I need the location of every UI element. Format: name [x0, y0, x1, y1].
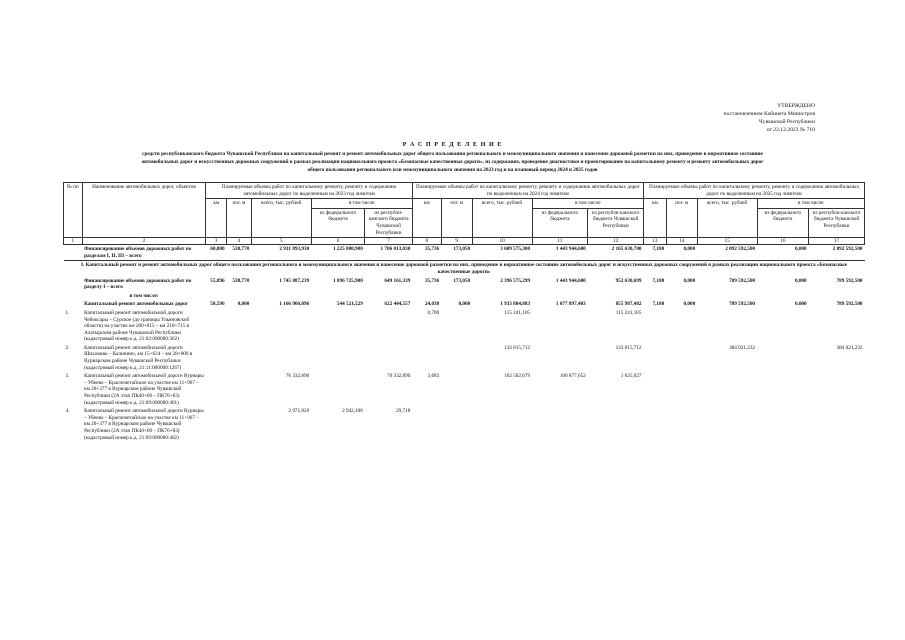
header-republic: из республи-канского бюджета Чувашской Республики [809, 208, 865, 237]
subtitle-line: автомобильных дорог и искусственных дорожных сооружений в рамках реализации национального проекта «Безопасные качественные дороги», из содержание, проведение диагностики и проектирование по капитальному ремонту и ремонту автомобильных дорог [141, 159, 764, 165]
value-cell: 1 077 897,403 [555, 301, 586, 308]
value-cell [666, 372, 697, 407]
column-number: 13 [644, 238, 667, 245]
value-cell [206, 407, 227, 442]
value-cell: 173,050 [453, 277, 471, 284]
value-cell: 789 592,500 [729, 277, 756, 284]
value-cell [441, 407, 472, 442]
document-subtitle [60, 150, 845, 174]
header-km: км [644, 199, 667, 238]
value-cell: 649 161,339 [384, 277, 411, 284]
value-cell: 115 241,105 [615, 309, 642, 316]
value-cell [227, 309, 252, 344]
column-number: 6 [311, 238, 365, 245]
value-cell: 622 444,557 [384, 301, 411, 308]
value-cell: 789 592,500 [836, 301, 863, 308]
value-cell [441, 344, 472, 372]
value-cell: 0,000 [458, 301, 471, 308]
value-cell: 0,000 [794, 301, 807, 308]
section-header-row [64, 261, 865, 277]
column-number: 15 [697, 238, 757, 245]
value-cell: 2 165 630,700 [611, 246, 642, 253]
value-cell: 7,180 [652, 277, 665, 284]
value-cell [206, 372, 227, 407]
value-cell: 173,050 [453, 246, 471, 253]
document-title: Р А С П Р Е Д Е Л Е Н И Е [402, 141, 503, 148]
value-cell: 133 815,712 [615, 344, 642, 351]
header-km: км [412, 199, 441, 238]
header-federal: из федерального бюджета [311, 208, 365, 237]
value-cell: 0,000 [794, 246, 807, 253]
header-2023: Планируемые объемы работ по капитальному ремонту, ремонту и содержанию автомобильных дорог по выделенным на 2023 год лимитам [206, 183, 412, 199]
value-cell [365, 309, 413, 344]
column-numbers-row [64, 238, 865, 245]
value-cell: 3 609 575,300 [500, 246, 531, 253]
value-cell [757, 407, 809, 442]
row-number: 2. [65, 344, 70, 351]
value-cell: 1 166 966,096 [279, 301, 310, 308]
column-number: 4 [227, 238, 252, 245]
value-cell [757, 372, 809, 407]
header-total: всего, тыс. рублей [251, 199, 311, 238]
value-cell [757, 309, 809, 344]
incl-label: в том числе: [129, 292, 159, 299]
row-object-name: Капитальный ремонт автомобильной дороги Шихазаны – Калинино, км 15+624 – км 28+000 в Вурнарском районе Чувашской Республики (кадастровый номер к.д. 21:11:000000:1267) [84, 344, 193, 371]
value-cell: 29,718 [396, 408, 411, 415]
column-number: 5 [251, 238, 311, 245]
section-title: I. Капитальный ремонт и ремонт автомобильных дорог общего пользования регионального и межмуниципального значения и нанесение дорожной разметки на них, приведение в нормативное состояние автомобильных дорог и искусственных дорожных сооружений в рамках реализации национального проекта «Безопасные качественные дороги» [64, 261, 865, 277]
header-pog-m: пог. м [227, 199, 252, 238]
value-cell: 1 225 880,900 [333, 246, 363, 253]
column-number: 8 [412, 238, 441, 245]
value-cell [666, 407, 697, 442]
section-total-row [64, 277, 865, 292]
column-number: 2 [82, 238, 206, 245]
value-cell: 160 877,652 [559, 373, 586, 380]
incl-row [64, 292, 865, 301]
column-number: 10 [472, 238, 532, 245]
value-cell [666, 344, 697, 372]
header-name: Наименование автомобильных дорог, объектов [82, 183, 206, 238]
approval-line: УТВЕРЖДЕНО [777, 103, 815, 109]
column-number: 17 [809, 238, 865, 245]
value-cell: 162 502,679 [504, 373, 531, 380]
value-cell [251, 344, 311, 372]
approval-line: Чувашской Республики [759, 119, 815, 125]
value-cell [644, 344, 667, 372]
value-cell [666, 309, 697, 344]
table-row [64, 309, 865, 344]
value-cell: 115 241,105 [504, 309, 531, 316]
value-cell [227, 407, 252, 442]
header-federal: из федерального бюджета [532, 208, 588, 237]
value-cell: 855 987,482 [615, 301, 642, 308]
header-2025: Планируемые объемы работ по капитальному ремонту, ремонту и содержанию автомобильных дорог по выделенным на 2025 год лимитам [644, 183, 865, 199]
value-cell: 0,000 [683, 277, 696, 284]
value-cell: 538,770 [232, 246, 250, 253]
value-cell: 7,180 [652, 246, 665, 253]
value-cell [588, 407, 644, 442]
value-cell [472, 407, 532, 442]
value-cell: 1 745 887,239 [279, 277, 310, 284]
value-cell: 0,000 [683, 301, 696, 308]
value-cell [644, 372, 667, 407]
header-incl: в том числе [532, 199, 643, 209]
header-km: км [206, 199, 227, 238]
value-cell [412, 344, 441, 372]
value-cell: 952 630,699 [615, 277, 642, 284]
column-number: 12 [588, 238, 644, 245]
table-row [64, 344, 865, 372]
value-cell [227, 344, 252, 372]
value-cell: 2 971,826 [288, 408, 310, 415]
value-cell: 2 931 893,930 [279, 246, 310, 253]
table-body [64, 245, 865, 443]
capital-label: Капитальный ремонт автомобильных дорог [84, 301, 189, 308]
header-republic: из республи-канского бюджета Чувашской Республики [365, 208, 413, 237]
value-cell [644, 407, 667, 442]
value-cell: 2 092 592,500 [832, 246, 863, 253]
distribution-table [63, 182, 865, 442]
value-cell: 60,080 [210, 246, 225, 253]
value-cell: 2 092 592,500 [725, 246, 756, 253]
header-pog-m: пог. м [441, 199, 472, 238]
value-cell [532, 309, 588, 344]
value-cell: 35,736 [424, 246, 440, 253]
value-cell [644, 309, 667, 344]
value-cell [441, 372, 472, 407]
value-cell [809, 407, 865, 442]
table-row [64, 372, 865, 407]
value-cell [757, 344, 809, 372]
value-cell: 384 021,232 [836, 344, 863, 351]
value-cell: 789 592,500 [729, 301, 756, 308]
totals-label: Финансирование объемов дорожных работ по разделам I, II, III – всего [84, 246, 192, 259]
value-cell: 133 815,712 [504, 344, 531, 351]
value-cell [311, 309, 365, 344]
approval-line: от 22.12.2023 № 710 [766, 127, 815, 133]
value-cell: 1 933 884,883 [500, 301, 531, 308]
value-cell [206, 309, 227, 344]
row-object-name: Капитальный ремонт автомобильной дороги Вурнары – Убеево – Красночетайское на участке км 11+967 – км 20+377 в Вурнарском районе Чувашской Республики (2А этап ПК40+00 – ПК76+83) (кадастровый номер к.д. 21:09:000000:402) [84, 408, 204, 441]
value-cell: 76 332,890 [285, 373, 310, 380]
row-object-name: Капитальный ремонт автомобильной дороги Вурнары – Убеево – Красночетайское на участке км 11+967 – км 20+377 в Вурнарском районе Чувашской Республики (2А этап ПК40+00 – ПК76+83) (кадастровый номер к.д. 21:09:000000:401) [84, 373, 204, 406]
value-cell: 1 443 944,600 [555, 277, 586, 284]
value-cell: 0,000 [794, 277, 807, 284]
table-row [64, 407, 865, 442]
row-number: 3. [65, 373, 70, 380]
value-cell [532, 407, 588, 442]
value-cell [227, 372, 252, 407]
value-cell [697, 407, 757, 442]
header-republic: из республи-канского бюджета Чувашской Республики [588, 208, 644, 237]
capital-row [64, 300, 865, 309]
value-cell: 7,180 [652, 301, 665, 308]
subtitle-line: общего пользования регионального или межмуниципального значения на 2023 год и на плановый период 2024 и 2025 годов [307, 167, 598, 173]
value-cell: 384 021,232 [729, 344, 756, 351]
header-federal: из федерального бюджета [757, 208, 809, 237]
column-number: 1 [64, 238, 83, 245]
value-cell: 0,000 [237, 301, 250, 308]
value-cell [441, 309, 472, 344]
column-number: 3 [206, 238, 227, 245]
value-cell [697, 372, 757, 407]
value-cell [206, 344, 227, 372]
value-cell [532, 344, 588, 372]
header-pog-m: пог. м [666, 199, 697, 238]
value-cell: 35,736 [424, 277, 440, 284]
header-num: № пп [64, 183, 83, 238]
value-cell: 24,038 [424, 301, 440, 308]
header-total: всего, тыс. рублей [697, 199, 757, 238]
value-cell: 1 706 013,030 [380, 246, 411, 253]
value-cell: 2 396 575,299 [500, 277, 531, 284]
column-number: 7 [365, 238, 413, 245]
value-cell: 55,896 [210, 277, 225, 284]
value-cell: 789 592,500 [836, 277, 863, 284]
value-cell [809, 372, 865, 407]
row-number: 1. [65, 309, 70, 316]
header-incl: в том числе [311, 199, 412, 209]
row-number: 4. [65, 408, 70, 415]
header-2024: Планируемые объемы работ по капитальному ремонту, ремонту и содержанию автомобильных дорог по выделенным на 2024 год лимитам [412, 183, 643, 199]
value-cell: 1 096 725,900 [333, 277, 363, 284]
column-number: 14 [666, 238, 697, 245]
approval-line: постановлением Кабинета Министров [723, 111, 815, 117]
value-cell [809, 309, 865, 344]
value-cell: 1 625,027 [620, 373, 642, 380]
value-cell [412, 407, 441, 442]
value-cell [697, 309, 757, 344]
value-cell: 76 332,890 [386, 373, 411, 380]
value-cell [251, 309, 311, 344]
value-cell: 544 521,529 [336, 301, 363, 308]
section-total-label: Финансирование объемов дорожных работ по разделу I – всего [84, 277, 192, 291]
value-cell: 1 443 944,600 [555, 246, 586, 253]
header-incl: в том числе [757, 199, 864, 209]
value-cell [365, 344, 413, 372]
value-cell: 2 942,108 [342, 408, 363, 415]
column-number: 11 [532, 238, 588, 245]
row-object-name: Капитальный ремонт автомобильной дороги Чебоксары – Сурское (до границы Ульяновской области) на участке км 200+015 – км 210+715 в Алатырском районе Чувашской Республики (кадастровый номер к.д. 21:02:000000:362) [84, 309, 190, 343]
value-cell [311, 344, 365, 372]
approval-stamp [675, 102, 815, 134]
value-cell: 538,770 [232, 277, 250, 284]
value-cell: 0,700 [427, 309, 440, 316]
value-cell: 0,000 [683, 246, 696, 253]
column-number: 16 [757, 238, 809, 245]
column-number: 9 [441, 238, 472, 245]
value-cell: 3,683 [427, 373, 440, 380]
totals-row [64, 245, 865, 261]
value-cell [311, 372, 365, 407]
value-cell: 50,596 [210, 301, 225, 308]
subtitle-line: средств республиканского бюджета Чувашской Республики на капитальный ремонт и ремонт автомобильных дорог общего пользования регионального и межмуниципального значения и нанесение дорожной разметки на них, приведение в нормативное состояние [142, 151, 763, 157]
header-total: всего, тыс. рублей [472, 199, 532, 238]
